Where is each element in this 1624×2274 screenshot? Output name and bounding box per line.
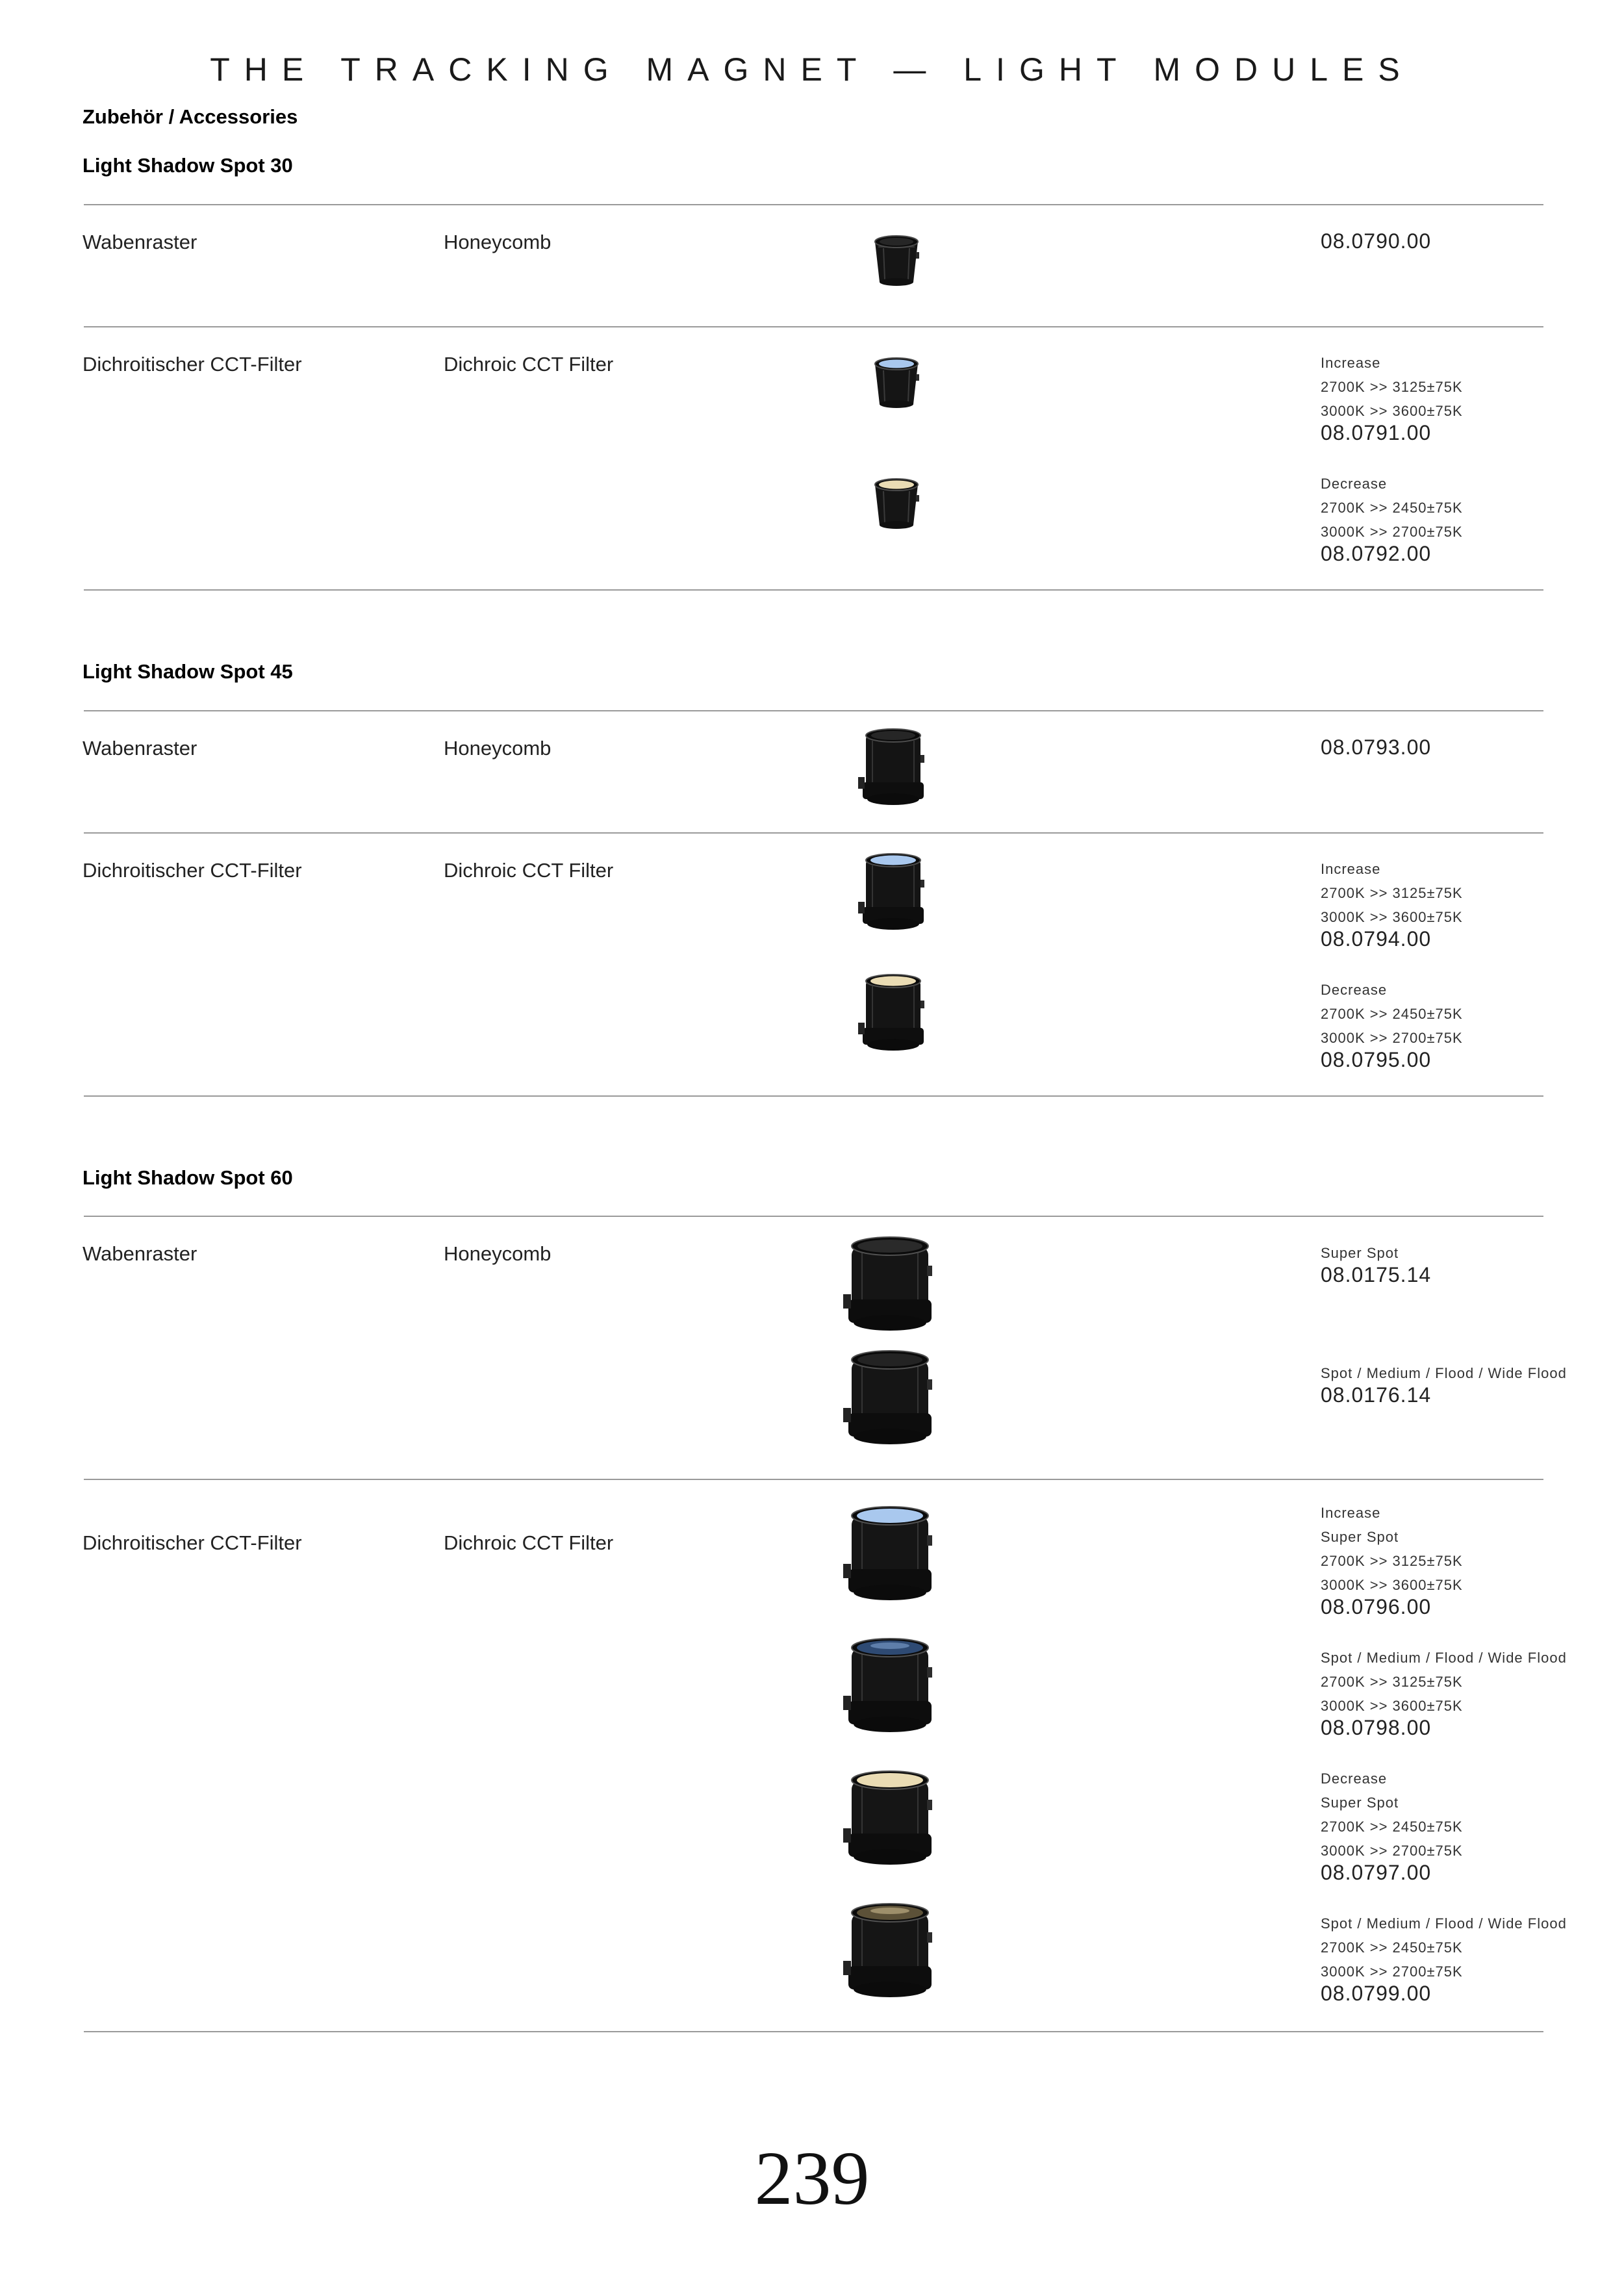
article-number: 08.0175.14: [1321, 1263, 1432, 1286]
spec-line: Super Spot: [1321, 1795, 1399, 1811]
article-number: 08.0794.00: [1321, 927, 1432, 951]
spec-line: Increase: [1321, 861, 1381, 877]
spec-line: Increase: [1321, 355, 1381, 371]
label-de: Wabenraster: [82, 737, 197, 760]
article-number: 08.0793.00: [1321, 735, 1432, 759]
blue-filter-accessory-image: [854, 851, 932, 939]
spec-line: 2700K >> 2450±75K: [1321, 1006, 1463, 1022]
label-de: Dichroitischer CCT-Filter: [82, 353, 302, 376]
spec-line: 3000K >> 3600±75K: [1321, 1698, 1463, 1714]
amber-filter-accessory-image: [841, 1901, 939, 2005]
divider: [84, 589, 1543, 591]
spec-line: Decrease: [1321, 982, 1388, 998]
spec-line: 2700K >> 3125±75K: [1321, 1674, 1463, 1690]
page-title: THE TRACKING MAGNET — LIGHT MODULES: [210, 51, 1414, 88]
article-number: 08.0799.00: [1321, 1982, 1432, 2005]
spec-line: Spot / Medium / Flood / Wide Flood: [1321, 1915, 1567, 1932]
article-number: 08.0791.00: [1321, 421, 1432, 444]
amber-filter-accessory-image: [841, 1769, 939, 1872]
spec-line: Decrease: [1321, 476, 1388, 492]
spec-line: 3000K >> 3600±75K: [1321, 909, 1463, 925]
divider: [84, 1095, 1543, 1097]
spec-line: Decrease: [1321, 1770, 1388, 1787]
spec-line: Super Spot: [1321, 1529, 1399, 1545]
spec-line: Super Spot: [1321, 1245, 1399, 1261]
spec-line: 3000K >> 2700±75K: [1321, 524, 1463, 540]
label-de: Wabenraster: [82, 1242, 197, 1265]
divider: [84, 204, 1543, 205]
spec-line: 3000K >> 3600±75K: [1321, 403, 1463, 419]
divider: [84, 2031, 1543, 2032]
label-en: Honeycomb: [444, 737, 552, 760]
spec-line: Spot / Medium / Flood / Wide Flood: [1321, 1650, 1567, 1666]
label-de: Dichroitischer CCT-Filter: [82, 1531, 302, 1554]
article-number: 08.0796.00: [1321, 1595, 1432, 1618]
divider: [84, 1479, 1543, 1480]
divider: [84, 326, 1543, 327]
honeycomb-accessory-image: [864, 226, 929, 291]
label-en: Honeycomb: [444, 1242, 552, 1265]
article-number: 08.0795.00: [1321, 1048, 1432, 1071]
label-de: Wabenraster: [82, 231, 197, 253]
spec-line: Spot / Medium / Flood / Wide Flood: [1321, 1365, 1567, 1381]
spec-line: 3000K >> 2700±75K: [1321, 1963, 1463, 1980]
label-de: Dichroitischer CCT-Filter: [82, 859, 302, 882]
section-heading-spot-60: Light Shadow Spot 60: [82, 1166, 293, 1189]
blue-filter-accessory-image: [841, 1504, 939, 1608]
spec-line: 2700K >> 3125±75K: [1321, 885, 1463, 901]
page-number: 239: [754, 2136, 870, 2221]
subtitle: Zubehör / Accessories: [82, 105, 298, 128]
spec-line: 2700K >> 2450±75K: [1321, 1819, 1463, 1835]
amber-filter-accessory-image: [854, 972, 932, 1060]
blue-filter-accessory-image: [841, 1636, 939, 1740]
honeycomb-accessory-image: [841, 1234, 939, 1338]
label-en: Dichroic CCT Filter: [444, 859, 614, 882]
spec-line: 3000K >> 2700±75K: [1321, 1030, 1463, 1046]
article-number: 08.0798.00: [1321, 1716, 1432, 1739]
spec-line: Increase: [1321, 1505, 1381, 1521]
article-number: 08.0790.00: [1321, 229, 1432, 253]
article-number: 08.0797.00: [1321, 1861, 1432, 1884]
spec-line: 2700K >> 2450±75K: [1321, 1939, 1463, 1956]
article-number: 08.0792.00: [1321, 542, 1432, 565]
label-en: Dichroic CCT Filter: [444, 1531, 614, 1554]
label-en: Honeycomb: [444, 231, 552, 253]
section-heading-spot-30: Light Shadow Spot 30: [82, 154, 293, 177]
label-en: Dichroic CCT Filter: [444, 353, 614, 376]
spec-line: 2700K >> 2450±75K: [1321, 500, 1463, 516]
spec-line: 2700K >> 3125±75K: [1321, 1553, 1463, 1569]
honeycomb-accessory-image: [841, 1348, 939, 1452]
divider: [84, 832, 1543, 834]
spec-line: 3000K >> 3600±75K: [1321, 1577, 1463, 1593]
divider: [84, 1216, 1543, 1217]
honeycomb-accessory-image: [854, 726, 932, 814]
divider: [84, 710, 1543, 711]
spec-line: 3000K >> 2700±75K: [1321, 1843, 1463, 1859]
section-heading-spot-45: Light Shadow Spot 45: [82, 660, 293, 683]
blue-filter-accessory-image: [864, 348, 929, 413]
article-number: 08.0176.14: [1321, 1383, 1432, 1407]
amber-filter-accessory-image: [864, 469, 929, 534]
spec-line: 2700K >> 3125±75K: [1321, 379, 1463, 395]
